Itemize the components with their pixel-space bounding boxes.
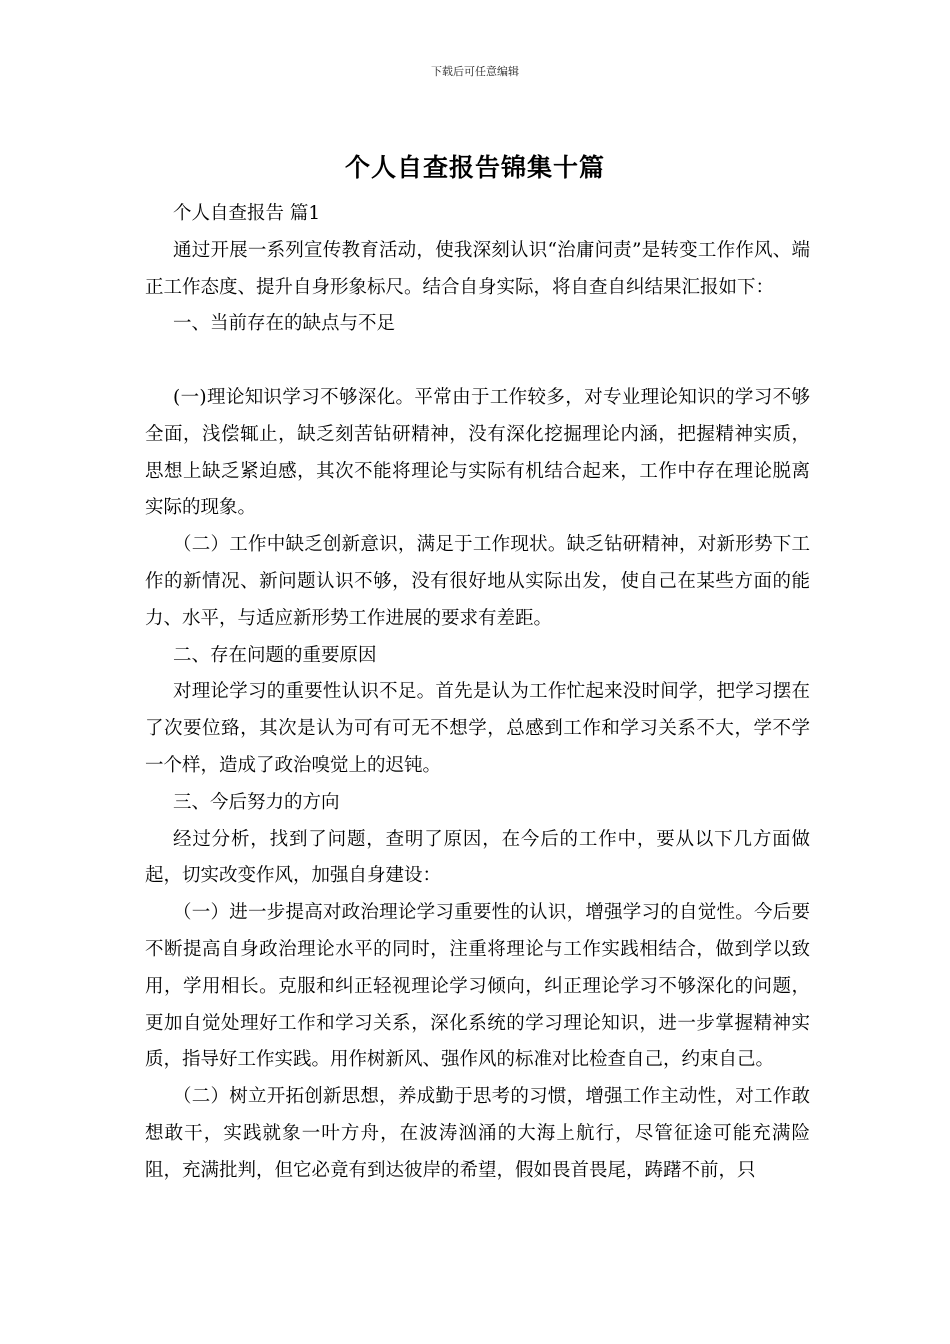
section-heading: 二、存在问题的重要原因 bbox=[173, 644, 377, 666]
body-paragraph: （二）树立开拓创新思想，养成勤于思考的习惯，增强工作主动性，对工作敢想敢干，实践就象一叶方舟，在波涛汹涌的大海上航行，尽管征途可能充满险阻，充满批判，但它必竟有到达彼岸的希望，假如畏首畏尾，踌躇不前，只 bbox=[145, 1086, 810, 1181]
body-paragraph: 经过分析，找到了问题，查明了原因，在今后的工作中，要从以下几方面做起，切实改变作风，加强自身建设： bbox=[145, 828, 810, 887]
body-paragraph: （一）进一步提高对政治理论学习重要性的认识，增强学习的自觉性。今后要不断提高自身政治理论水平的同时，注重将理论与工作实践相结合，做到学以致用，学用相长。克服和纠正轻视理论学习倾向，纠正理论学习不够深化的问题，更加自觉处理好工作和学习关系，深化系统的学习理论知识，进一步掌握精神实质，指导好工作实践。用作树新风、强作风的标准对比检查自己，约束自己。 bbox=[145, 902, 810, 1071]
section-heading: 三、今后努力的方向 bbox=[173, 791, 340, 813]
section-heading: 个人自查报告 篇1 bbox=[173, 203, 321, 224]
body-paragraph: （二）工作中缺乏创新意识，满足于工作现状。缺乏钻研精神，对新形势下工作的新情况、新问题认识不够，没有很好地从实际出发，使自己在某些方面的能力、水平，与适应新形势工作进展的要求有差距。 bbox=[145, 534, 810, 629]
body-paragraph: (一)理论知识学习不够深化。平常由于工作较多，对专业理论知识的学习不够全面，浅偿辄止，缺乏刻苦钻研精神，没有深化挖掘理论内涵，把握精神实质，思想上缺乏紧迫感，其次不能将理论与实际有机结合起来，工作中存在理论脱离实际的现象。 bbox=[145, 386, 810, 519]
document-body bbox=[145, 196, 810, 1190]
body-paragraph: 对理论学习的重要性认识不足。首先是认为工作忙起来没时间学，把学习摆在了次要位臵，其次是认为可有可无不想学，总感到工作和学习关系不大，学不学一个样，造成了政治嗅觉上的迟钝。 bbox=[145, 681, 810, 776]
section-heading: 一、当前存在的缺点与不足 bbox=[173, 313, 396, 335]
document-title: 个人自查报告锦集十篇 bbox=[344, 153, 605, 182]
page-header-note: 下载后可任意编辑 bbox=[431, 65, 519, 78]
body-paragraph: 通过开展一系列宣传教育活动，使我深刻认识“治庸问责”是转变工作作风、端正工作态度、提升自身形象标尺。结合自身实际，将自查自纠结果汇报如下： bbox=[145, 239, 810, 298]
